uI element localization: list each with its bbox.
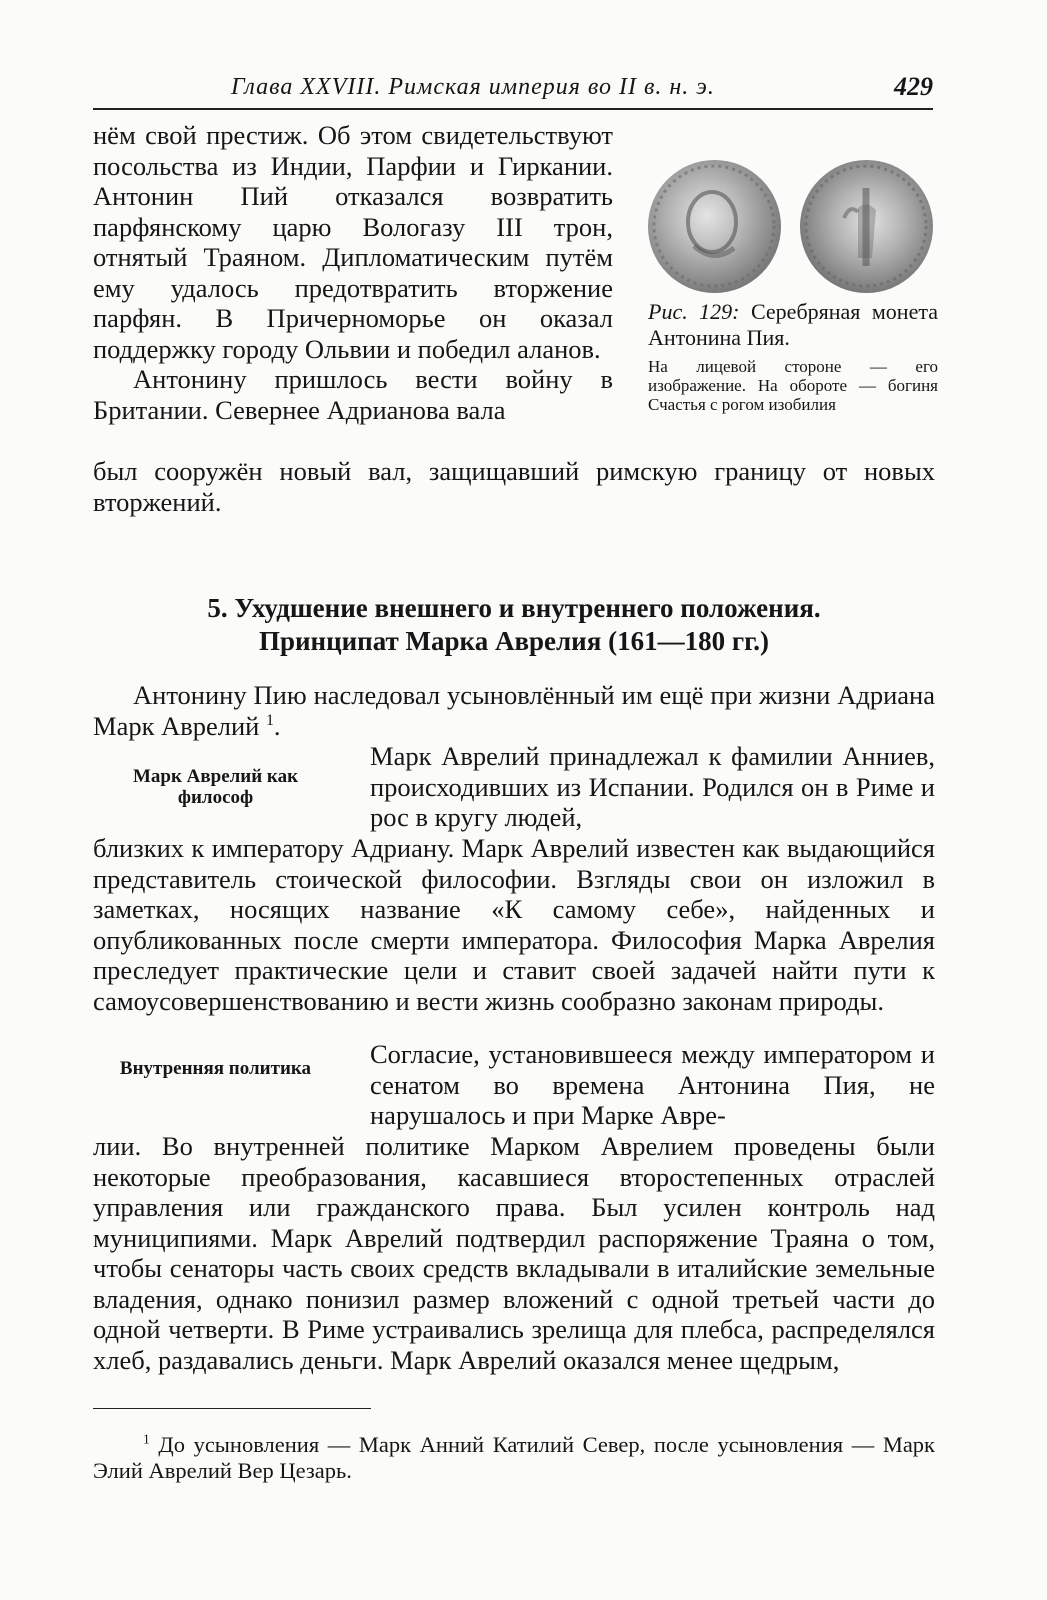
footnote-rule	[93, 1408, 371, 1409]
section-heading-line-1: 5. Ухудшение внешнего и внутреннего положения.	[207, 593, 821, 623]
margin-note-politics	[93, 1058, 338, 1079]
paragraph-intro	[93, 680, 935, 741]
figure-label: Рис. 129:	[648, 299, 740, 324]
section-heading	[93, 592, 935, 658]
footnote-mark: 1	[143, 1431, 150, 1447]
running-title: Глава XXVIII. Римская империя во II в. н. э.	[231, 74, 715, 100]
coin-reverse-image	[800, 160, 933, 293]
footnote-text: До усыновления — Марк Анний Катилий Север, после усыновления — Марк Элий Аврелий Вер Цезарь.	[93, 1432, 935, 1483]
paragraph-intro-text: Антонину Пию наследовал усыновлённый им ещё при жизни Адриана Марк Аврелий	[93, 680, 935, 741]
running-head	[93, 70, 933, 110]
coin-obverse-image	[648, 160, 781, 293]
coin-images	[648, 160, 938, 295]
paragraph-intro-end: .	[273, 710, 281, 741]
footnote-reference: 1	[265, 711, 274, 729]
figure-caption-text: Серебряная монета Антонина Пия.	[648, 299, 938, 350]
paragraph-britain-continuation: был сооружён новый вал, защищавший римскую границу от новых вторжений.	[93, 456, 935, 517]
figure-caption	[648, 299, 938, 351]
lead-column	[93, 120, 613, 425]
footnote	[93, 1432, 935, 1484]
paragraph-politics: лии. Во внутренней политике Марком Аврелием проведены были некоторые преобразования, касавшиеся второстепенных отраслей управления или гражданского права. Был усилен контроль над муниципиями. Марк Аврелий подтвердил распоряжение Траяна о том, чтобы сенаторы часть своих средств вкладывали в италийские земельные владения, однако понизил размер вложений с одной третьей части до одной четверти. В Риме устраивались зрелища для плебса, распределялся хлеб, раздавались деньги. Марк Аврелий оказался менее щедрым,	[93, 1131, 935, 1375]
paragraph-politics-side: Согласие, установившееся между императором и сенатом во времена Антонина Пия, не нарушалось и при Марке Авре-	[370, 1039, 935, 1130]
paragraph-prestige: нём свой престиж. Об этом свидетельствуют посольства из Индии, Парфии и Гиркании. Антонин Пий отказался возвратить парфянскому царю Вологазу III трон, отнятый Траяном. Дипломатическим путём ему удалось предотвратить вторжение парфян. В Причерноморье он оказал поддержку городу Ольвии и победил аланов.	[93, 120, 613, 364]
section-heading-line-2: Принципат Марка Аврелия (161—180 гг.)	[258, 626, 770, 656]
figure-note: На лицевой стороне — его изображение. На обороте — богиня Счастья с рогом изобилия	[648, 357, 938, 414]
paragraph-philosopher-side: Марк Аврелий принадлежал к фамилии Анниев, происходивших из Испании. Родился он в Риме и рос в кругу людей,	[370, 741, 935, 832]
margin-note-philosopher	[93, 766, 338, 808]
margin-note-philosopher-text: Марк Аврелий как философ	[132, 766, 299, 808]
coin-figure	[648, 160, 938, 414]
paragraph-philosopher: близких к императору Адриану. Марк Аврелий известен как выдающийся представитель стоической философии. Взгляды свои он изложил в заметках, носящих название «К самому себе», найденных и опубликованных после смерти императора. Философия Марка Аврелия преследует практические цели и ставит своей задачей найти пути к самоусовершенствованию и вести жизнь сообразно законам природы.	[93, 833, 935, 1016]
page-number: 429	[894, 72, 933, 101]
margin-note-politics-text: Внутренняя политика	[119, 1058, 312, 1079]
paragraph-britain: Антонину пришлось вести войну в Британии. Севернее Адрианова вала	[93, 364, 613, 425]
